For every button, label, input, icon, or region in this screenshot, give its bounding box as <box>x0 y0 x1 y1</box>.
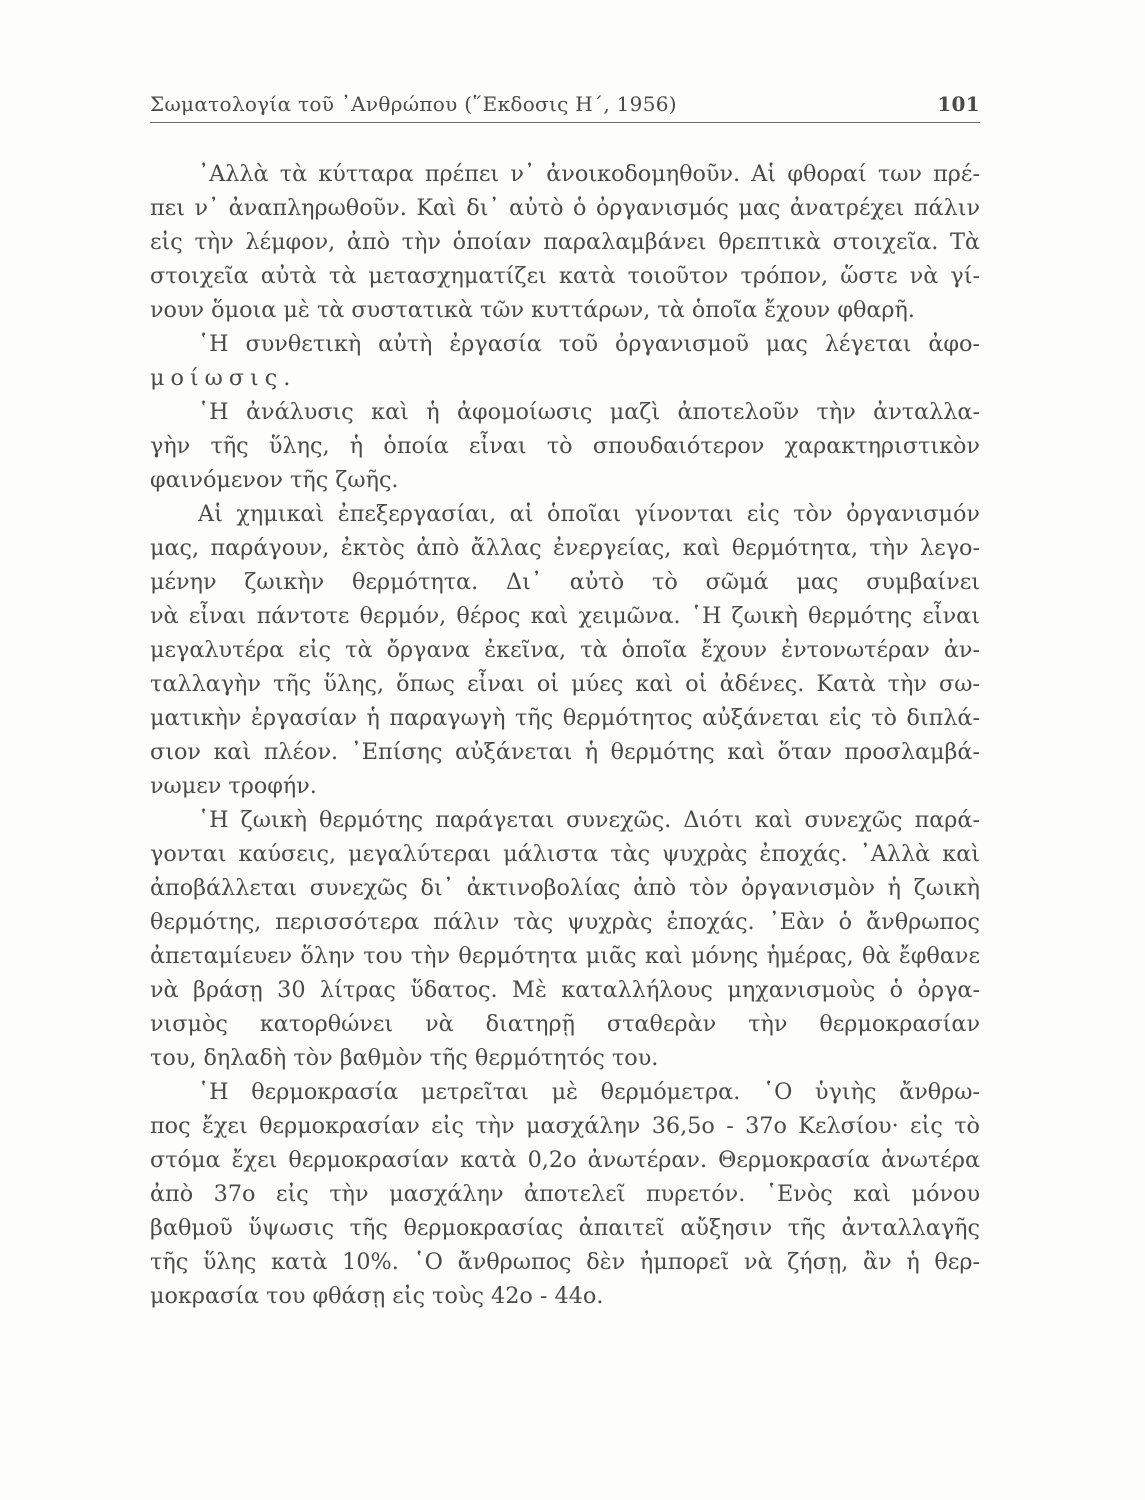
text-line: γὴν τῆς ὕλης, ἡ ὁποία εἶναι τὸ σπουδαιότερον χαρακτηριστικὸν <box>150 433 980 459</box>
text-line: ῾Η ζωικὴ θερμότης παράγεται συνεχῶς. Διότι καὶ συνεχῶς παρά- <box>198 807 980 833</box>
text-line: εἰς τὴν λέμφον, ἀπὸ τὴν ὁποίαν παραλαμβάνει θρεπτικὰ στοιχεῖα. Τὰ <box>150 229 980 255</box>
page-number: 101 <box>937 92 980 116</box>
text-line: ταλλαγὴν τῆς ὕλης, ὅπως εἶναι οἱ μύες καὶ οἱ ἀδένες. Κατὰ τὴν σω- <box>150 671 980 697</box>
text-line: ῾Η ἀνάλυσις καὶ ἡ ἀφομοίωσις μαζὶ ἀποτελοῦν τὴν ἀνταλλα- <box>198 399 980 425</box>
text-line: ἀπὸ 37ο εἰς τὴν μασχάλην ἀποτελεῖ πυρετόν. ῾Ενὸς καὶ μόνου <box>150 1181 980 1207</box>
paragraph <box>150 803 980 1075</box>
text-line: μοίωσις. <box>150 365 297 391</box>
text-line: μένην ζωικὴν θερμότητα. Δι᾿ αὐτὸ τὸ σῶμά μας συμβαίνει <box>150 569 980 595</box>
text-line: θερμότης, περισσότερα πάλιν τὰς ψυχρὰς ἐποχάς. ᾿Εὰν ὁ ἄνθρωπος <box>150 909 980 935</box>
body-text <box>150 157 980 1313</box>
text-line: ματικὴν ἐργασίαν ἡ παραγωγὴ τῆς θερμότητος αὐξάνεται εἰς τὸ διπλά- <box>150 705 980 731</box>
text-line: φαινόμενον τῆς ζωῆς. <box>150 467 399 493</box>
running-header <box>150 88 980 123</box>
text-line: Αἱ χημικαὶ ἐπεξεργασίαι, αἱ ὁποῖαι γίνονται εἰς τὸν ὀργανισμόν <box>198 501 980 527</box>
text-line: στόμα ἔχει θερμοκρασίαν κατὰ 0,2ο ἀνωτέραν. Θερμοκρασία ἀνωτέρα <box>150 1147 980 1173</box>
text-line: ῾Η συνθετικὴ αὐτὴ ἐργασία τοῦ ὀργανισμοῦ μας λέγεται ἀφο- <box>198 331 980 357</box>
text-line: νὰ βράσῃ 30 λίτρας ὕδατος. Μὲ καταλλήλους μηχανισμοὺς ὁ ὀργα- <box>150 977 980 1003</box>
paragraph <box>150 327 980 395</box>
text-line: μεγαλυτέρα εἰς τὰ ὄργανα ἐκεῖνα, τὰ ὁποῖα ἔχουν ἐντονωτέραν ἀν- <box>150 637 980 663</box>
text-line: βαθμοῦ ὕψωσις τῆς θερμοκρασίας ἀπαιτεῖ αὔξησιν τῆς ἀνταλλαγῆς <box>150 1215 980 1241</box>
text-line: στοιχεῖα αὐτὰ τὰ μετασχηματίζει κατὰ τοιοῦτον τρόπον, ὥστε νὰ γί- <box>150 263 980 289</box>
text-line: νισμὸς κατορθώνει νὰ διατηρῇ σταθερὰν τὴν θερμοκρασίαν <box>150 1011 980 1037</box>
text-line: ῾Η θερμοκρασία μετρεῖται μὲ θερμόμετρα. ῾Ο ὑγιὴς ἄνθρω- <box>198 1079 980 1105</box>
document-page <box>150 88 980 1313</box>
text-line: ἀποβάλλεται συνεχῶς δι᾿ ἀκτινοβολίας ἀπὸ τὸν ὀργανισμὸν ἡ ζωικὴ <box>150 875 980 901</box>
text-line: μοκρασία του φθάσῃ εἰς τοὺς 42ο - 44ο. <box>150 1283 604 1309</box>
text-line: πος ἔχει θερμοκρασίαν εἰς τὴν μασχάλην 36,5ο - 37ο Κελσίου· εἰς τὸ <box>150 1113 980 1139</box>
text-line: σιον καὶ πλέον. ᾿Επίσης αὐξάνεται ἡ θερμότης καὶ ὅταν προσλαμβά- <box>150 739 980 765</box>
paragraph <box>150 395 980 497</box>
text-line: νουν ὅμοια μὲ τὰ συστατικὰ τῶν κυττάρων, τὰ ὁποῖα ἔχουν φθαρῆ. <box>150 297 915 323</box>
paragraph <box>150 1075 980 1313</box>
header-title: Σωματολογία τοῦ ᾿Ανθρώπου (῞Εκδοσις Η΄, 1956) <box>150 92 677 116</box>
text-line: τῆς ὕλης κατὰ 10%. ῾Ο ἄνθρωπος δὲν ἠμπορεῖ νὰ ζήσῃ, ἂν ἡ θερ- <box>150 1249 980 1275</box>
text-line: του, δηλαδὴ τὸν βαθμὸν τῆς θερμότητός του. <box>150 1045 659 1071</box>
text-line: ᾿Αλλὰ τὰ κύτταρα πρέπει ν᾿ ἀνοικοδομηθοῦν. Αἱ φθοραί των πρέ- <box>198 161 980 187</box>
text-line: ἀπεταμίευεν ὅλην του τὴν θερμότητα μιᾶς καὶ μόνης ἡμέρας, θὰ ἔφθανε <box>150 943 980 969</box>
text-line: νὰ εἶναι πάντοτε θερμόν, θέρος καὶ χειμῶνα. ῾Η ζωικὴ θερμότης εἶναι <box>150 603 980 629</box>
text-line: νωμεν τροφήν. <box>150 773 317 799</box>
paragraph <box>150 157 980 327</box>
text-line: μας, παράγουν, ἐκτὸς ἀπὸ ἄλλας ἐνεργείας, καὶ θερμότητα, τὴν λεγο- <box>150 535 980 561</box>
text-line: πει ν᾿ ἀναπληρωθοῦν. Καὶ δι᾿ αὐτὸ ὁ ὀργανισμός μας ἀνατρέχει πάλιν <box>150 195 980 221</box>
paragraph <box>150 497 980 803</box>
text-line: γονται καύσεις, μεγαλύτεραι μάλιστα τὰς ψυχρὰς ἐποχάς. ᾿Αλλὰ καὶ <box>150 841 980 867</box>
